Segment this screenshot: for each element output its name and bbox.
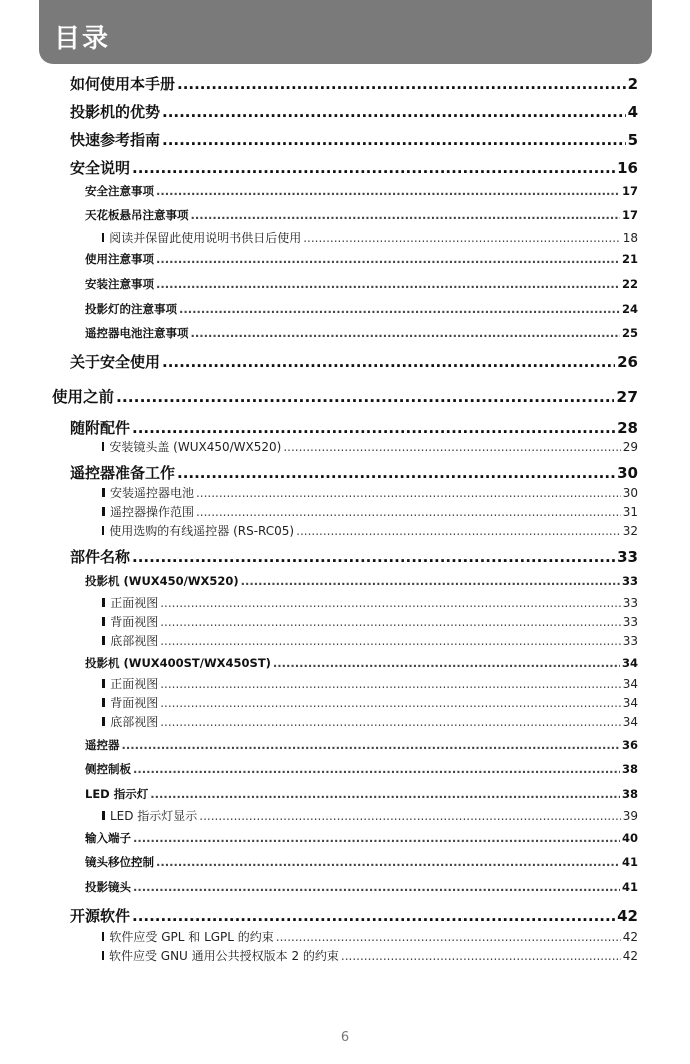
toc-entry-label: 随附配件 [70,419,131,437]
page-number: 6 [340,1030,350,1045]
toc-entry-page: 24 [621,302,638,316]
dot-leader [276,930,621,944]
toc-entry-page: 5 [627,131,638,149]
toc-entry-page: 28 [617,419,638,437]
toc-entry-page: 16 [617,159,638,177]
toc-entry[interactable] [70,905,638,926]
dot-leader [133,831,620,845]
toc-entry-page: 32 [622,524,638,538]
toc-entry-label: 安全注意事项 [85,184,154,198]
dot-leader [341,949,621,963]
toc-entry[interactable] [70,417,638,438]
toc-entry-label: 软件应受 GNU 通用公共授权版本 2 的约束 [108,949,339,963]
toc-entry[interactable] [102,503,638,520]
toc-entry-page: 25 [621,326,638,340]
toc-entry-page: 42 [622,949,638,963]
dot-leader [162,103,626,121]
toc-entry[interactable] [70,351,638,372]
toc-entry-page: 33 [622,596,638,610]
toc-entry-label: 遥控器准备工作 [70,464,176,482]
square-bullet-icon [102,698,105,707]
toc-entry-page: 38 [621,762,638,776]
toc-entry-page: 33 [622,615,638,629]
toc-entry[interactable] [70,546,638,567]
dot-leader [160,696,621,710]
toc-entry[interactable] [102,613,638,630]
square-bullet-icon [102,233,104,242]
toc-entry[interactable] [102,694,638,711]
toc-entry[interactable] [85,301,638,317]
toc-entry[interactable] [102,522,638,539]
toc-entry[interactable] [102,484,638,501]
toc-entry-label: 使用注意事项 [85,252,154,266]
toc-entry[interactable] [70,129,638,150]
toc-entry[interactable] [70,462,638,483]
dot-leader [156,855,620,869]
toc-entry[interactable] [85,183,638,199]
dot-leader [196,505,621,519]
dot-leader [196,486,621,500]
toc-entry-label: 开源软件 [70,907,131,925]
dot-leader [191,208,620,222]
square-bullet-icon [102,679,105,688]
toc-entry-label: 关于安全使用 [70,353,161,371]
toc-entry[interactable] [102,928,638,945]
toc-entry-page: 30 [622,486,638,500]
toc-entry-page: 42 [617,907,638,925]
toc-entry-page: 21 [621,252,638,266]
dot-leader [133,880,620,894]
dot-leader [177,75,626,93]
toc-entry[interactable] [102,713,638,730]
toc-entry-page: 27 [616,388,638,406]
toc-entry-label: 快速参考指南 [70,131,161,149]
square-bullet-icon [102,811,105,820]
toc-entry[interactable] [70,101,638,122]
toc-entry-label: 背面视图 [110,615,159,629]
toc-entry-page: 39 [622,809,638,823]
toc-entry[interactable] [102,807,638,824]
toc-entry-label: 遥控器 [85,738,120,752]
dot-leader [132,419,615,437]
toc-entry-label: LED 指示灯显示 [109,809,198,823]
toc-entry-page: 31 [622,505,638,519]
toc-entry[interactable] [70,73,638,94]
dot-leader [162,353,615,371]
square-bullet-icon [102,598,105,607]
toc-entry-page: 41 [621,880,638,894]
dot-leader [162,131,626,149]
dot-leader [132,159,615,177]
toc-entry[interactable] [85,879,638,895]
toc-entry-label: 安全说明 [70,159,131,177]
toc-entry-page: 17 [621,208,638,222]
dot-leader [283,440,620,454]
toc-entry[interactable] [85,854,638,870]
toc-entry[interactable] [85,737,638,753]
dot-leader [160,615,621,629]
toc-entry-page: 42 [622,930,638,944]
dot-leader [116,388,614,406]
toc-entry-label: 投影机 (WUX400ST/WX450ST) [85,656,271,670]
toc-entry-page: 30 [617,464,638,482]
toc-entry[interactable] [85,786,638,802]
toc-entry-page: 38 [621,787,638,801]
toc-entry-page: 34 [622,677,638,691]
toc-entry-label: 安装镜头盖 (WUX450/WX520) [109,440,282,454]
toc-entry-label: 安装注意事项 [85,277,154,291]
page-title: 目录 [54,24,111,54]
dot-leader [122,738,620,752]
square-bullet-icon [102,488,105,497]
toc-entry-label: 正面视图 [110,677,159,691]
dot-leader [132,907,615,925]
dot-leader [156,252,620,266]
square-bullet-icon [102,717,105,726]
dot-leader [160,596,621,610]
toc-entry-page: 34 [622,715,638,729]
toc-entry-page: 4 [627,103,638,121]
square-bullet-icon [102,617,105,626]
toc-entry[interactable] [52,385,638,407]
toc-entry-page: 33 [622,634,638,648]
dot-leader [150,787,620,801]
toc-entry-label: 部件名称 [70,548,131,566]
toc-entry[interactable] [85,276,638,292]
toc-entry-page: 34 [621,656,638,670]
toc-entry-page: 26 [617,353,638,371]
toc-entry[interactable] [85,830,638,846]
toc-entry-label: 底部视图 [110,634,159,648]
dot-leader [199,809,620,823]
toc-entry-label: 输入端子 [85,831,131,845]
dot-leader [132,548,615,566]
toc-entry-page: 41 [621,855,638,869]
dot-leader [303,231,621,245]
toc-entry-label: 投影灯的注意事项 [85,302,177,316]
toc-entry-label: 侧控制板 [85,762,131,776]
toc-entry-page: 33 [621,574,638,588]
square-bullet-icon [102,507,105,516]
toc-entry-label: 如何使用本手册 [70,75,176,93]
toc-entry[interactable] [102,947,638,964]
dot-leader [179,302,620,316]
toc-entry-label: 背面视图 [110,696,159,710]
toc-entry-label: 软件应受 GPL 和 LGPL 的约束 [109,930,274,944]
dot-leader [160,634,621,648]
toc-entry[interactable] [85,325,638,341]
dot-leader [191,326,620,340]
toc-entry-label: 底部视图 [110,715,159,729]
square-bullet-icon [102,932,104,941]
toc-entry-label: 使用之前 [52,388,115,406]
toc-entry[interactable] [85,761,638,777]
toc-entry-label: 镜头移位控制 [85,855,154,869]
toc-entry-label: 正面视图 [110,596,159,610]
dot-leader [160,715,621,729]
square-bullet-icon [102,526,104,535]
toc-entry[interactable] [70,157,638,178]
toc-entry[interactable] [102,675,638,692]
toc-entry[interactable] [85,655,638,671]
toc-entry-page: 34 [622,696,638,710]
toc-entry-page: 17 [621,184,638,198]
toc-entry[interactable] [85,251,638,267]
dot-leader [156,184,620,198]
toc-entry-label: 遥控器电池注意事项 [85,326,189,340]
dot-leader [160,677,621,691]
toc-entry[interactable] [102,438,638,455]
dot-leader [156,277,620,291]
square-bullet-icon [102,636,105,645]
toc-entry[interactable] [102,594,638,611]
toc-entry-page: 22 [621,277,638,291]
toc-entry-label: 天花板悬吊注意事项 [85,208,189,222]
toc-entry-page: 33 [617,548,638,566]
toc-entry-label: 遥控器操作范围 [109,505,194,519]
toc-entry-page: 2 [627,75,638,93]
toc-entry[interactable] [85,207,638,223]
toc-entry-label: 使用选购的有线遥控器 (RS-RC05) [109,524,295,538]
dot-leader [177,464,615,482]
square-bullet-icon [102,951,104,960]
toc-entry[interactable] [102,632,638,649]
toc-entry-page: 36 [621,738,638,752]
toc-entry-label: 安装遥控器电池 [109,486,194,500]
toc-entry-page: 29 [622,440,638,454]
square-bullet-icon [102,442,104,451]
dot-leader [133,762,620,776]
dot-leader [241,574,620,588]
toc-entry-label: 阅读并保留此使用说明书供日后使用 [109,231,302,245]
toc-entry[interactable] [102,229,638,246]
toc-entry-page: 18 [622,231,638,245]
dot-leader [273,656,620,670]
toc-entry-page: 40 [621,831,638,845]
toc-entry-label: 投影镜头 [85,880,131,894]
toc-entry-label: 投影机 (WUX450/WX520) [85,574,239,588]
toc-entry-label: LED 指示灯 [85,787,149,801]
toc-entry-label: 投影机的优势 [70,103,161,121]
toc-entry[interactable] [85,573,638,589]
dot-leader [296,524,621,538]
